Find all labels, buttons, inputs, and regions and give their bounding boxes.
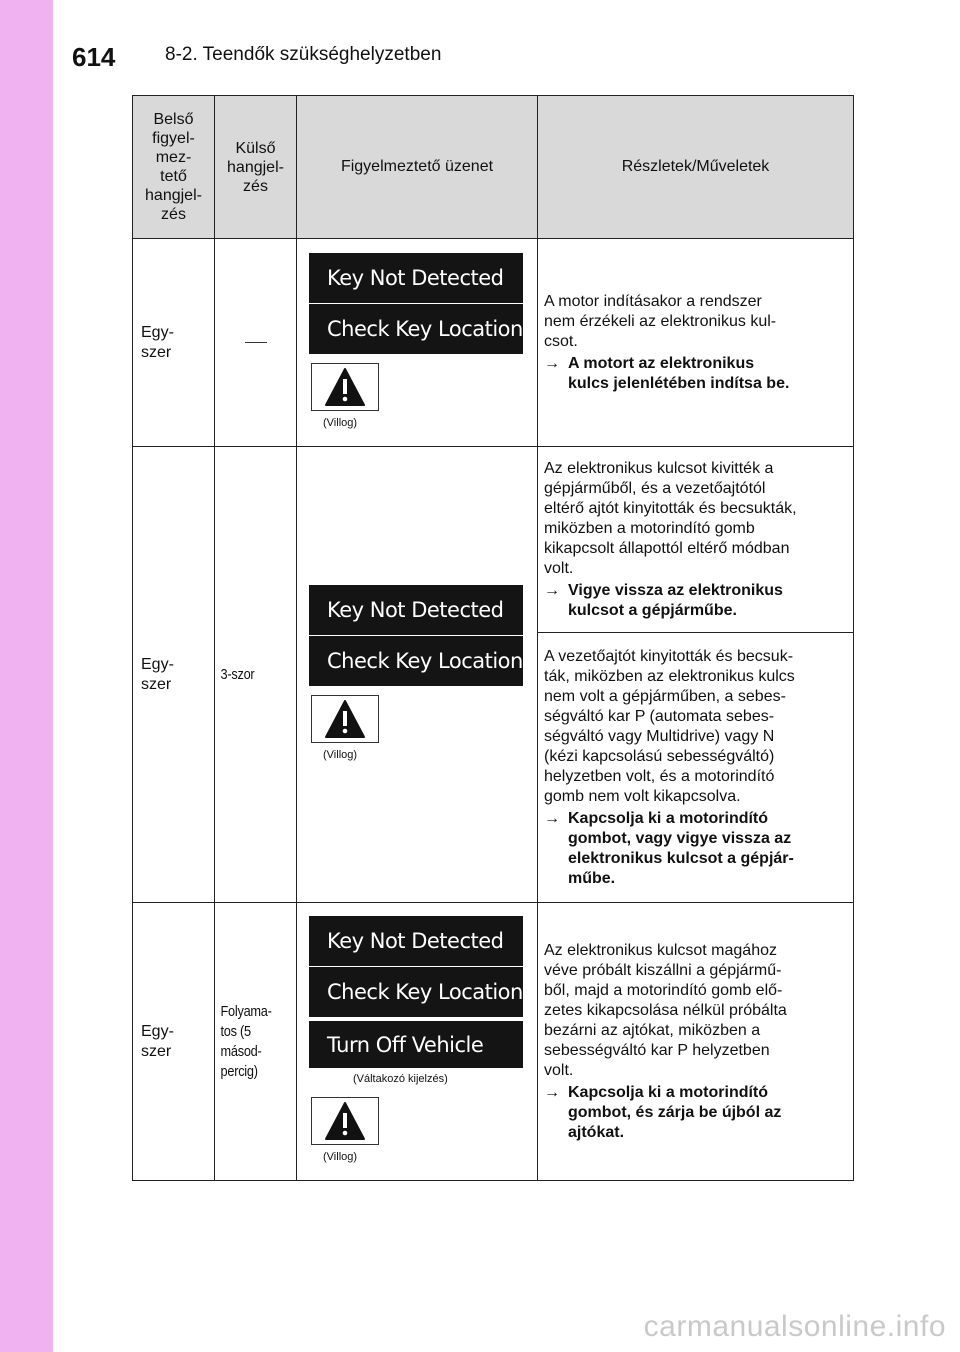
detail-line: ták, miközben az elektronikus kulcs [544, 667, 795, 685]
detail-line: ségváltó vagy Multidrive) vagy N [544, 727, 775, 745]
section-title: 8-2. Teendők szükséghelyzetben [165, 44, 442, 65]
display-banner: Check Key Location [309, 304, 523, 354]
dash-line [245, 342, 267, 343]
icon-caption: (Villog) [323, 1151, 358, 1163]
detail-line: zetes kikapcsolása nélkül próbálta [544, 1001, 787, 1019]
header-external-buzzer: Külső hangjel- zés [215, 96, 297, 239]
detail-line: csot. [544, 332, 578, 350]
detail-line: (kézi kapcsolású sebességváltó) [544, 747, 775, 765]
display-banner: Check Key Location [309, 636, 523, 686]
detail-line: nem volt a gépjárműben, a sebes- [544, 687, 786, 705]
display-banner: Key Not Detected [309, 585, 523, 635]
arrow-right-icon: → [544, 1083, 560, 1101]
table-row [133, 447, 854, 633]
action-instruction: → Vigye vissza az elektronikus kulcsot a gépjárműbe. [544, 581, 783, 619]
detail-line: volt. [544, 1061, 574, 1079]
external-buzzer-cell: 3-szor [215, 447, 285, 903]
warning-table [132, 95, 854, 1181]
warning-triangle-icon [311, 695, 379, 743]
detail-line: gépjárműből, és a vezetőajtótól [544, 479, 766, 497]
warning-message-cell [297, 903, 538, 1181]
warning-message-cell [297, 239, 538, 447]
details-cell [538, 447, 854, 633]
warning-message-cell [297, 447, 538, 903]
detail-line: bezárni az ajtókat, miközben a [544, 1021, 761, 1039]
detail-line: volt. [544, 559, 574, 577]
external-buzzer-cell [215, 239, 297, 447]
arrow-right-icon: → [544, 581, 560, 599]
internal-buzzer-cell: Egy- szer [133, 447, 215, 903]
icon-caption: (Villog) [323, 748, 358, 761]
action-instruction: → Kapcsolja ki a motorindító gombot, és zárja be újból az ajtókat. [544, 1083, 782, 1141]
detail-line: Az elektronikus kulcsot kivitték a [544, 459, 774, 477]
header-details: Részletek/Műveletek [538, 96, 854, 239]
detail-line: sebességváltó kar P helyzetben [544, 1041, 770, 1059]
page-number: 614 [72, 42, 116, 72]
detail-line: nem érzékeli az elektronikus kul- [544, 312, 777, 330]
details-cell [538, 633, 854, 903]
table-row [133, 239, 854, 447]
watermark: carmanualsonline.info [643, 1310, 946, 1343]
external-buzzer-cell: Folyama- tos (5 másod- percig) [215, 903, 285, 1181]
table-row [133, 903, 854, 1181]
detail-line: ből, majd a motorindító gomb elő- [544, 981, 783, 999]
detail-line: helyzetben volt, és a motorindító [544, 767, 775, 785]
display-banner: Turn Off Vehicle [309, 1021, 523, 1068]
action-instruction: → Kapcsolja ki a motorindító gombot, vagy vigye vissza az elektronikus kulcsot a gépjár- műbe. [544, 809, 794, 887]
detail-line: ségváltó kar P (automata sebes- [544, 707, 775, 725]
display-banner: Key Not Detected [309, 253, 523, 303]
detail-line: véve próbált kiszállni a gépjármű- [544, 961, 782, 979]
internal-buzzer-cell: Egy- szer [133, 903, 215, 1181]
header-warning-message: Figyelmeztető üzenet [297, 96, 538, 239]
detail-line: kikapcsolt állapottól eltérő módban [544, 539, 790, 557]
banner-caption: (Váltakozó kijelzés) [353, 1073, 448, 1085]
header-internal-buzzer: Belső figyel- mez- tető hangjel- zés [133, 96, 215, 239]
side-tab-strip [0, 0, 53, 1352]
detail-line: eltérő ajtót kinyitották és becsukták, [544, 499, 797, 517]
internal-buzzer-cell: Egy- szer [133, 239, 215, 447]
action-instruction: → A motort az elektronikus kulcs jelenlétében indítsa be. [544, 354, 790, 392]
icon-caption: (Villog) [323, 416, 358, 429]
detail-line: gomb nem volt kikapcsolva. [544, 787, 741, 805]
table-header-row [133, 96, 854, 239]
arrow-right-icon: → [544, 354, 560, 372]
details-cell [538, 239, 854, 447]
detail-line: miközben a motorindító gomb [544, 519, 755, 537]
warning-triangle-icon [311, 363, 379, 411]
arrow-right-icon: → [544, 809, 560, 827]
display-banner: Check Key Location [309, 967, 523, 1017]
detail-line: A motor indításakor a rendszer [544, 292, 762, 310]
display-banner: Key Not Detected [309, 916, 523, 966]
detail-line: A vezetőajtót kinyitották és becsuk- [544, 647, 794, 665]
warning-triangle-icon [311, 1097, 379, 1145]
details-cell [538, 903, 854, 1181]
detail-line: Az elektronikus kulcsot magához [544, 941, 777, 959]
